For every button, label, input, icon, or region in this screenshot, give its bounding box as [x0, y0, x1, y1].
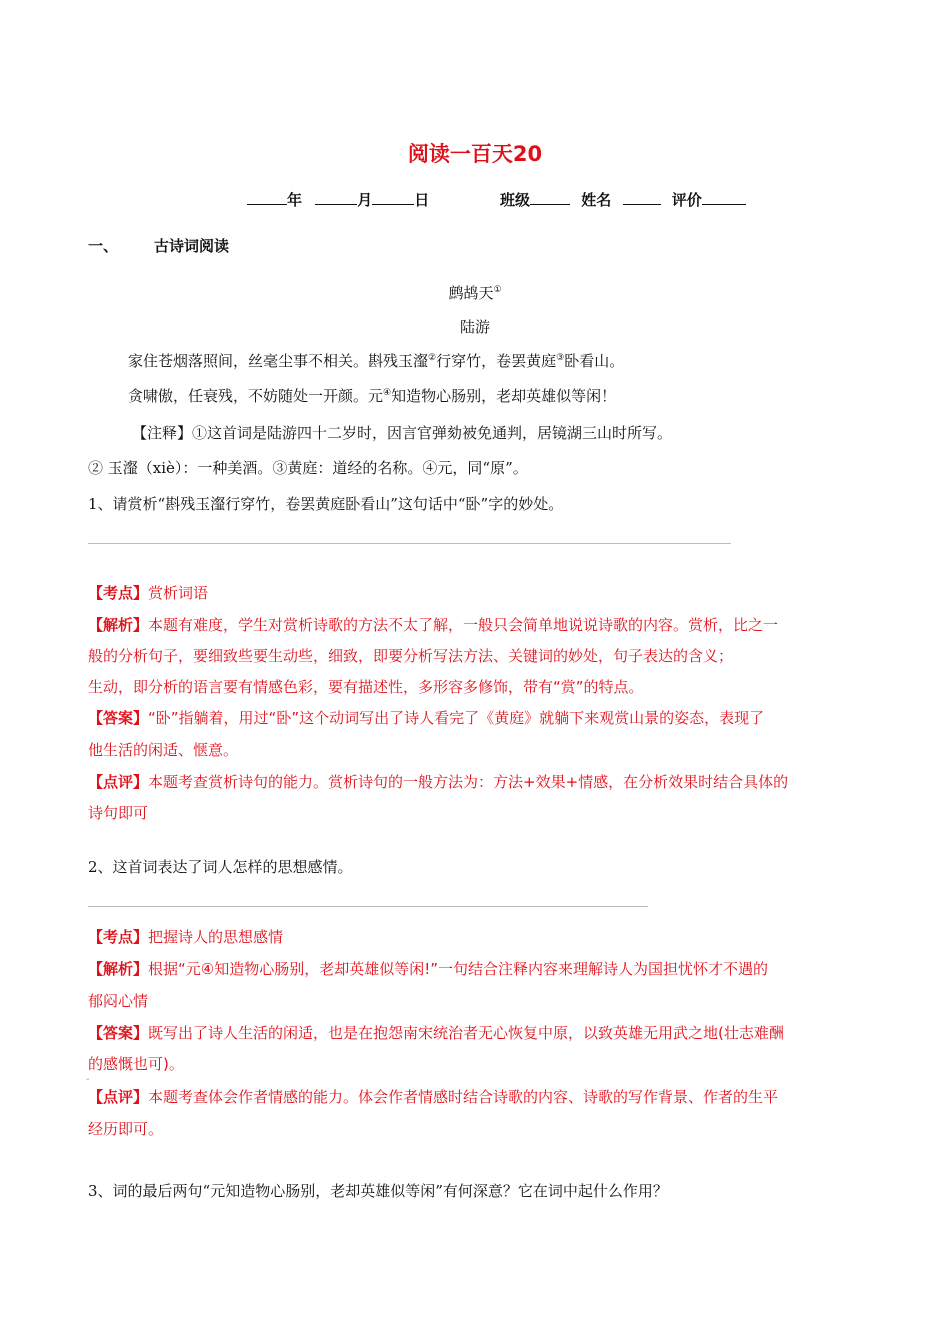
poem-notes-line-1: 【注释】①这首词是陆游四十二岁时，因言官弹劾被免通判，居镜湖三山时所写。: [132, 424, 673, 442]
year-blank[interactable]: [247, 188, 287, 205]
poem-line-1-part-c: 卧看山。: [564, 352, 625, 370]
poem-line-2-part-a: 贪啸傲，任衰残，不妨随处一开颜。元: [128, 387, 384, 405]
q1-jiexi-1: [88, 614, 778, 635]
question-3: 3、词的最后两句“元知造物心肠别，老却英雄似等闲”有何深意？它在词中起什么作用？: [88, 1182, 668, 1200]
daan-text: 既写出了诗人生活的闲适，也是在抱怨南宋统治者无心恢复中原，以致英雄无用武之地(壮志难酬: [148, 1024, 784, 1042]
q1-dianping-2: 诗句即可: [88, 804, 149, 822]
kaodian-text: 赏析词语: [148, 584, 209, 602]
day-blank[interactable]: [372, 188, 414, 205]
daan-text: “卧”指躺着，用过“卧”这个动词写出了诗人看完了《黄庭》就躺下来观赏山景的姿态，表现了: [148, 709, 765, 727]
q2-dianping-1: [88, 1086, 778, 1107]
poem-line-2-part-b: 知造物心肠别，老却英雄似等闲！: [391, 387, 617, 405]
jiexi-text: 本题有难度，学生对赏析诗歌的方法不太了解，一般只会简单地说说诗歌的内容。赏析，比之一: [148, 616, 779, 634]
page-title: 阅读一百天20: [407, 142, 543, 166]
q2-kaodian: [88, 926, 283, 947]
name-label: 姓名: [581, 191, 612, 209]
kaodian-text: 把握诗人的思想感情: [148, 928, 284, 946]
poem-line-2: [128, 385, 616, 406]
q1-dianping-1: [88, 771, 788, 792]
jiexi-text: 根据“元④知造物心肠别，老却英雄似等闲!”一句结合注释内容来理解诗人为国担忧怀才不遇的: [148, 960, 769, 978]
q1-jiexi-3: 生动，即分析的语言要有情感色彩，要有描述性，多形容多修饰，带有“赏”的特点。: [88, 678, 644, 696]
q2-jiexi-2: 郁闷心情: [88, 992, 149, 1010]
poem-notes-line-2: ② 玉瀣（xiè）：一种美酒。③黄庭：道经的名称。④元，同“原”。: [88, 459, 528, 477]
dianping-text: 本题考查赏析诗句的能力。赏析诗句的一般方法为：方法+效果+情感，在分析效果时结合具体的: [148, 773, 789, 791]
poem-note-ref-2: ②: [428, 353, 437, 363]
q1-jiexi-2: 般的分析句子，要细致些要生动些，细致，即要分析写法方法、关键词的妙处，句子表达的含义；: [88, 647, 734, 665]
q1-kaodian: [88, 582, 208, 603]
class-blank[interactable]: [530, 188, 570, 205]
poem-title: [0, 282, 950, 303]
class-label: 班级: [500, 191, 531, 209]
poem-title-note: ①: [493, 285, 502, 295]
answer-line-2[interactable]: [88, 906, 648, 907]
poem-note-ref-4: ④: [383, 388, 392, 398]
poem-line-1-part-a: 家住苍烟落照间，丝毫尘事不相关。斟残玉瀣: [128, 352, 429, 370]
poem-author: 陆游: [459, 318, 490, 336]
kaodian-tag: 【考点】: [88, 584, 149, 602]
poem-title-text: 鹧鸪天: [448, 284, 494, 302]
q2-daan-1: [88, 1022, 784, 1043]
question-1: 1、请赏析“斟残玉瀣行穿竹，卷罢黄庭卧看山”这句话中“卧”字的妙处。: [88, 495, 564, 513]
poem-line-1: [128, 350, 624, 371]
question-2: 2、这首词表达了词人怎样的思想感情。: [88, 858, 353, 876]
q2-daan-2: 的感慨也可)。: [88, 1055, 184, 1073]
eval-blank[interactable]: [702, 188, 746, 205]
eval-label: 评价: [671, 191, 702, 209]
student-fields[interactable]: [500, 188, 746, 210]
q2-dianping-2: 经历即可。: [88, 1120, 164, 1138]
poem-note-ref-3: ③: [556, 353, 565, 363]
stray-mark: “: [86, 1078, 90, 1085]
section-heading: 古诗词阅读: [154, 237, 230, 255]
q1-daan-2: 他生活的闲适、惬意。: [88, 741, 239, 759]
kaodian-tag: 【考点】: [88, 928, 149, 946]
dianping-tag: 【点评】: [88, 773, 149, 791]
jiexi-tag: 【解析】: [88, 960, 149, 978]
poem-line-1-part-b: 行穿竹，卷罢黄庭: [436, 352, 557, 370]
month-blank[interactable]: [315, 188, 357, 205]
jiexi-tag: 【解析】: [88, 616, 149, 634]
answer-line-1[interactable]: [88, 543, 731, 544]
day-label: 日: [414, 191, 430, 209]
name-blank[interactable]: [623, 188, 661, 205]
daan-tag: 【答案】: [88, 709, 149, 727]
month-label: 月: [357, 191, 373, 209]
q2-jiexi-1: [88, 958, 768, 979]
q1-daan-1: [88, 707, 764, 728]
dianping-tag: 【点评】: [88, 1088, 149, 1106]
dianping-text: 本题考查体会作者情感的能力。体会作者情感时结合诗歌的内容、诗歌的写作背景、作者的生平: [148, 1088, 779, 1106]
date-field[interactable]: [247, 188, 429, 210]
year-label: 年: [287, 191, 303, 209]
section-number: 一、: [88, 237, 119, 255]
daan-tag: 【答案】: [88, 1024, 149, 1042]
